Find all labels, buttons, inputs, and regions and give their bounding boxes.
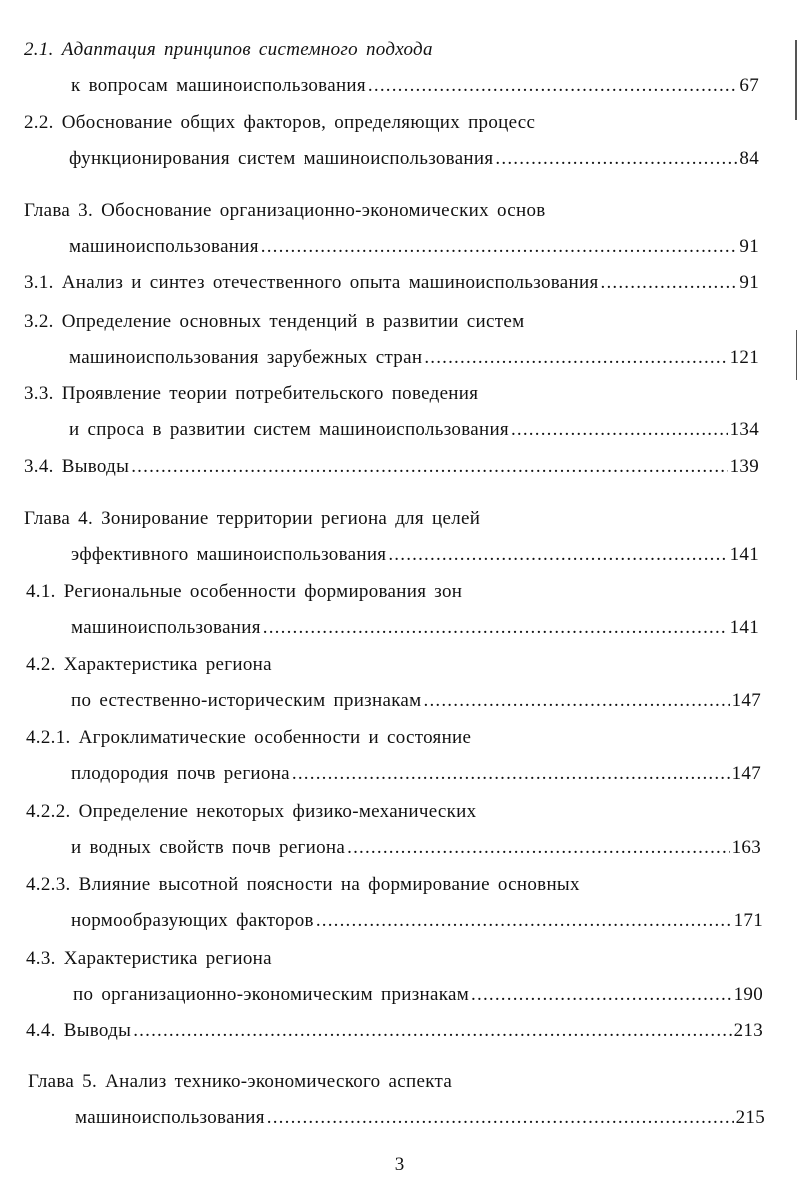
dot-leader — [292, 761, 730, 787]
toc-entry-title: 4.2.1. Агроклиматические особенности и состояние — [26, 727, 472, 748]
toc-entry-leader-line — [71, 908, 763, 934]
toc-entry-leader-line — [71, 761, 761, 787]
toc-entry-leader-line — [69, 345, 759, 371]
scan-edge-mark — [795, 40, 797, 120]
dot-leader — [368, 73, 737, 99]
toc-page-ref: 147 — [731, 690, 761, 711]
toc-entry-leader-line — [71, 73, 759, 99]
toc-entry-title: 3.2. Определение основных тенденций в развитии систем — [24, 311, 525, 332]
dot-leader — [424, 345, 727, 371]
toc-entry-leader-line — [71, 615, 759, 641]
toc-page-ref: 121 — [729, 347, 759, 368]
toc-entry-title: 2.2. Обоснование общих факторов, определяющих процесс — [24, 112, 536, 133]
toc-page-ref: 190 — [733, 984, 763, 1005]
toc-entry-leader-line — [69, 146, 759, 172]
toc-page-ref: 141 — [729, 617, 759, 638]
toc-page-ref: 171 — [733, 910, 763, 931]
toc-entry-title-cont: нормообразующих факторов — [71, 910, 314, 931]
toc-page-ref: 139 — [729, 456, 759, 477]
toc-entry-title: 3.4. Выводы — [24, 456, 130, 477]
toc-entry-title-cont: по естественно-историческим признакам — [71, 690, 422, 711]
dot-leader — [424, 688, 730, 714]
toc-entry-title: 4.1. Региональные особенности формирования зон — [26, 581, 463, 602]
toc-page-ref: 84 — [739, 148, 759, 169]
toc-page-ref: 163 — [731, 837, 761, 858]
toc-entry-title-cont: и водных свойств почв региона — [71, 837, 346, 858]
dot-leader — [511, 417, 728, 443]
toc-entry-leader-line — [24, 270, 759, 296]
toc-entry-leader-line — [73, 982, 763, 1008]
toc-entry-title: 4.2. Характеристика региона — [26, 654, 272, 675]
toc-entry-title: 4.4. Выводы — [26, 1020, 132, 1041]
toc-entry-title-cont: и спроса в развитии систем машиноиспользования — [69, 419, 509, 440]
dot-leader — [316, 908, 732, 934]
dot-leader — [263, 615, 728, 641]
toc-entry-title-cont: машиноиспользования — [69, 236, 259, 257]
toc-entry-leader-line — [26, 1018, 763, 1044]
toc-page-ref: 91 — [739, 236, 759, 257]
toc-entry-title: Глава 3. Обоснование организационно-экономических основ — [24, 200, 546, 221]
toc-page-ref: 147 — [731, 763, 761, 784]
dot-leader — [495, 146, 737, 172]
toc-page-ref: 67 — [739, 75, 759, 96]
dot-leader — [131, 454, 727, 480]
toc-page-ref: 91 — [739, 272, 759, 293]
scan-edge-mark — [796, 330, 797, 380]
toc-page-ref: 213 — [733, 1020, 763, 1041]
dot-leader — [267, 1105, 734, 1131]
toc-entry-title: 4.3. Характеристика региона — [26, 948, 272, 969]
toc-entry-title: 4.2.2. Определение некоторых физико-механических — [26, 801, 477, 822]
toc-entry-title-cont: машиноиспользования — [75, 1107, 265, 1128]
toc-entry-title-cont: по организационно-экономическим признакам — [73, 984, 470, 1005]
toc-entry-leader-line — [71, 835, 761, 861]
toc-page-ref: 134 — [729, 419, 759, 440]
toc-entry-leader-line — [75, 1105, 765, 1131]
toc-entry-title: 3.3. Проявление теории потребительского поведения — [24, 383, 479, 404]
toc-entry-title: 3.1. Анализ и синтез отечественного опыта машиноиспользования — [24, 272, 599, 293]
dot-leader — [388, 542, 727, 568]
toc-entry-title: 2.1. Адаптация принципов системного подхода — [24, 39, 433, 60]
dot-leader — [133, 1018, 731, 1044]
toc-entry-title: Глава 5. Анализ технико-экономического аспекта — [28, 1071, 453, 1092]
dot-leader — [261, 234, 738, 260]
toc-entry-title-cont: эффективного машиноиспользования — [71, 544, 387, 565]
toc-entry-title-cont: к вопросам машиноиспользования — [71, 75, 366, 96]
dot-leader — [471, 982, 732, 1008]
toc-entry-leader-line — [71, 542, 759, 568]
toc-entry-leader-line — [24, 454, 759, 480]
toc-entry-leader-line — [69, 234, 759, 260]
toc-entry-leader-line — [71, 688, 761, 714]
toc-entry-title: Глава 4. Зонирование территории региона для целей — [24, 508, 481, 529]
page-number: 3 — [394, 1154, 405, 1175]
toc-entry-title-cont: функционирования систем машиноиспользования — [69, 148, 494, 169]
toc-entry-title-cont: плодородия почв региона — [71, 763, 290, 784]
toc-page-ref: 141 — [729, 544, 759, 565]
dot-leader — [347, 835, 729, 861]
dot-leader — [601, 270, 738, 296]
toc-entry-title-cont: машиноиспользования — [71, 617, 261, 638]
toc-entry-title-cont: машиноиспользования зарубежных стран — [69, 347, 423, 368]
toc-entry-title: 4.2.3. Влияние высотной поясности на формирование основных — [26, 874, 580, 895]
toc-entry-leader-line — [69, 417, 759, 443]
toc-page-ref: 215 — [735, 1107, 765, 1128]
